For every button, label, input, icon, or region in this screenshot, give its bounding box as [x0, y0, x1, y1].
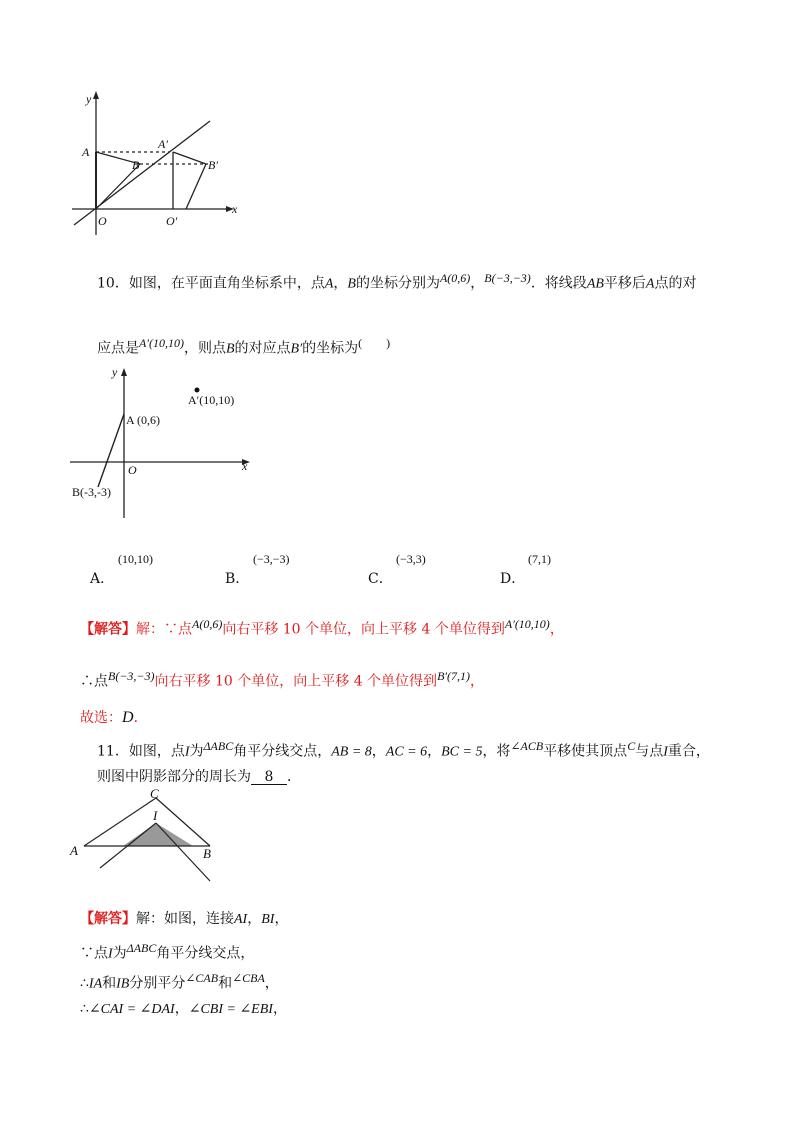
fig3-point-i: I	[153, 808, 158, 823]
answer10-line1: 【解答】解：∵点$^{A(0,6)}$向右平移 10 个单位，向上平移 4 个单位得到$^{A'(10,10)}$，	[80, 617, 564, 638]
fig2-origin: O	[128, 463, 137, 477]
option-c[interactable]: $^{(-3,3)}$ C．	[368, 552, 426, 587]
answer-blank: 8	[251, 770, 287, 785]
line-translated-2	[156, 823, 210, 881]
q10-line1: 10．如图，在平面直角坐标系中，点A，B的坐标分别为$^{A(0,6)}$，$^{B(-3,-3)}$．将线段AB平移后A点的对	[97, 271, 697, 292]
option-a[interactable]: $^{(10,10)}$ A．	[90, 552, 153, 587]
fig1-point-a-prime: A′	[158, 137, 168, 151]
answer11-line2: ∵点I为$^{\Delta ABC}$角平分线交点，	[80, 941, 255, 962]
figure-translation-1	[60, 85, 260, 245]
fig2-point-a-prime: A′(10,10)	[188, 393, 235, 407]
q10-line2: 应点是$^{A'(10,10)}$，则点B的对应点B′的坐标为( )	[97, 336, 391, 357]
fig1-o-prime: O′	[166, 214, 178, 228]
fig2-x-label: x	[242, 459, 248, 473]
fig1-origin: O	[98, 214, 107, 228]
option-b[interactable]: $^{(-3,-3)}$ B．	[225, 552, 290, 587]
fig1-point-b: B	[132, 158, 140, 172]
answer11-line1: 【解答】解：如图，连接AI，BI，	[80, 911, 289, 927]
fig2-point-b: B(-3,-3)	[72, 485, 111, 499]
answer11-line4: ∴∠CAI = ∠DAI，∠CBI = ∠EBI，	[80, 1001, 287, 1017]
fig1-y-label: y	[86, 92, 92, 106]
point-a-prime-dot	[195, 388, 200, 393]
fig3-point-c: C	[150, 786, 159, 801]
figure-coordinate-2	[60, 362, 260, 522]
figure-triangle-3	[70, 788, 230, 888]
fig1-point-a: A	[82, 145, 90, 159]
fig3-point-a: A	[70, 843, 78, 858]
y-axis-arrow-icon	[93, 91, 99, 99]
answer-tag: 【解答】	[80, 621, 136, 638]
q11-line1: 11．如图，点I为$^{\Delta ABC}$角平分线交点，AB = 8，AC = 6，BC = 5，将$^{\angle ACB}$平移使其顶点$^C$与点I重合，	[97, 739, 710, 760]
fig2-point-a: A (0,6)	[126, 413, 160, 427]
shaded-region	[123, 823, 193, 846]
y-axis-arrow-icon	[121, 368, 127, 376]
option-d[interactable]: $^{(7,1)}$ D．	[500, 552, 551, 587]
answer-tag: 【解答】	[80, 911, 136, 927]
q11-line2: 则图中阴影部分的周长为 8 ．	[97, 769, 301, 785]
q10-number: 10．	[97, 275, 129, 292]
answer11-line3: ∴IA和IB分别平分$^{\angle CAB}$和$^{\angle CBA}$，	[80, 971, 279, 992]
q11-number: 11．	[97, 743, 129, 760]
segment-ab	[98, 414, 124, 487]
fig1-point-b-prime: B′	[208, 158, 218, 172]
fig3-point-b: B	[203, 846, 211, 861]
fig2-y-label: y	[112, 365, 118, 379]
answer10-line2: ∴点$^{B(-3,-3)}$向右平移 10 个单位，向上平移 4 个单位得到$^{B'(7,1)}$，	[80, 669, 485, 690]
fig1-x-label: x	[232, 202, 238, 216]
answer10-line3: 故选：D．	[80, 709, 148, 726]
